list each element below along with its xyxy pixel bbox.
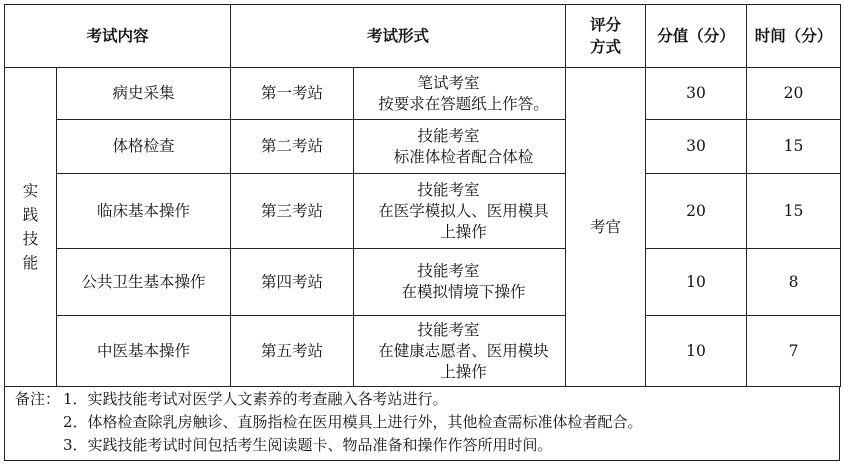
form-title: 技能考室: [417, 262, 480, 280]
notes-label: 备注：: [15, 390, 61, 408]
form-cell: [354, 249, 566, 316]
time-cell: 7: [747, 316, 841, 387]
category-label: 实践技能: [22, 182, 39, 272]
header-row: [5, 5, 841, 68]
points-cell: 30: [646, 120, 747, 174]
table-row: [5, 174, 841, 249]
note-text: 1．实践技能考试对医学人文素养的考查融入各考站进行。: [63, 390, 448, 408]
form-title: 笔试考室: [417, 73, 480, 92]
header-scoring-label: 评分 方式: [590, 16, 622, 56]
note-text: 3．实践技能考试时间包括考生阅读题卡、物品准备和操作作答所用时间。: [63, 436, 553, 454]
time-cell: 20: [747, 68, 841, 120]
header-scoring: [566, 5, 646, 68]
table-row: [5, 120, 841, 174]
item-cell: 中医基本操作: [57, 316, 231, 387]
table-row: [5, 68, 841, 120]
table-row: [5, 249, 841, 316]
header-points: 分值（分）: [646, 5, 747, 68]
form-desc: 标准体检者配合体检: [393, 147, 534, 166]
form-desc: 在模拟情境下操作: [401, 283, 526, 301]
form-cell: [354, 68, 566, 120]
form-cell: [354, 316, 566, 387]
exam-table: [4, 4, 841, 387]
table-row: [5, 316, 841, 387]
form-desc: 按要求在答题纸上作答。: [378, 94, 549, 113]
station-cell: 第三考站: [231, 174, 354, 249]
points-cell: 30: [646, 68, 747, 120]
form-title: 技能考室: [417, 320, 480, 339]
station-cell: 第四考站: [231, 249, 354, 316]
form-desc: 在健康志愿者、医用模块 上操作: [378, 341, 549, 381]
header-time: 时间（分）: [747, 5, 841, 68]
form-title: 技能考室: [417, 126, 480, 145]
form-cell: [354, 120, 566, 174]
item-cell: 体格检查: [57, 120, 231, 174]
station-cell: 第五考站: [231, 316, 354, 387]
station-cell: 第一考站: [231, 68, 354, 120]
item-cell: 病史采集: [57, 68, 231, 120]
note-item: [15, 388, 448, 411]
time-cell: 8: [747, 249, 841, 316]
item-cell: 临床基本操作: [57, 174, 231, 249]
form-desc: 在医学模拟人、医用模具 上操作: [378, 201, 549, 241]
header-form: 考试形式: [231, 5, 566, 68]
time-cell: 15: [747, 120, 841, 174]
points-cell: 10: [646, 316, 747, 387]
points-cell: 10: [646, 249, 747, 316]
note-text: 2．体格检查除乳房触诊、直肠指检在医用模具上进行外，其他检查需标准体检者配合。: [63, 413, 643, 431]
station-cell: 第二考站: [231, 120, 354, 174]
item-cell: 公共卫生基本操作: [57, 249, 231, 316]
category-cell: [5, 68, 57, 387]
points-cell: 20: [646, 174, 747, 249]
time-cell: 15: [747, 174, 841, 249]
note-item: [15, 411, 643, 434]
form-cell: [354, 174, 566, 249]
note-item: [15, 434, 553, 457]
header-content: 考试内容: [5, 5, 231, 68]
scoring-method-cell: 考官: [566, 68, 646, 387]
form-title: 技能考室: [417, 180, 480, 199]
notes-box: [4, 386, 840, 461]
